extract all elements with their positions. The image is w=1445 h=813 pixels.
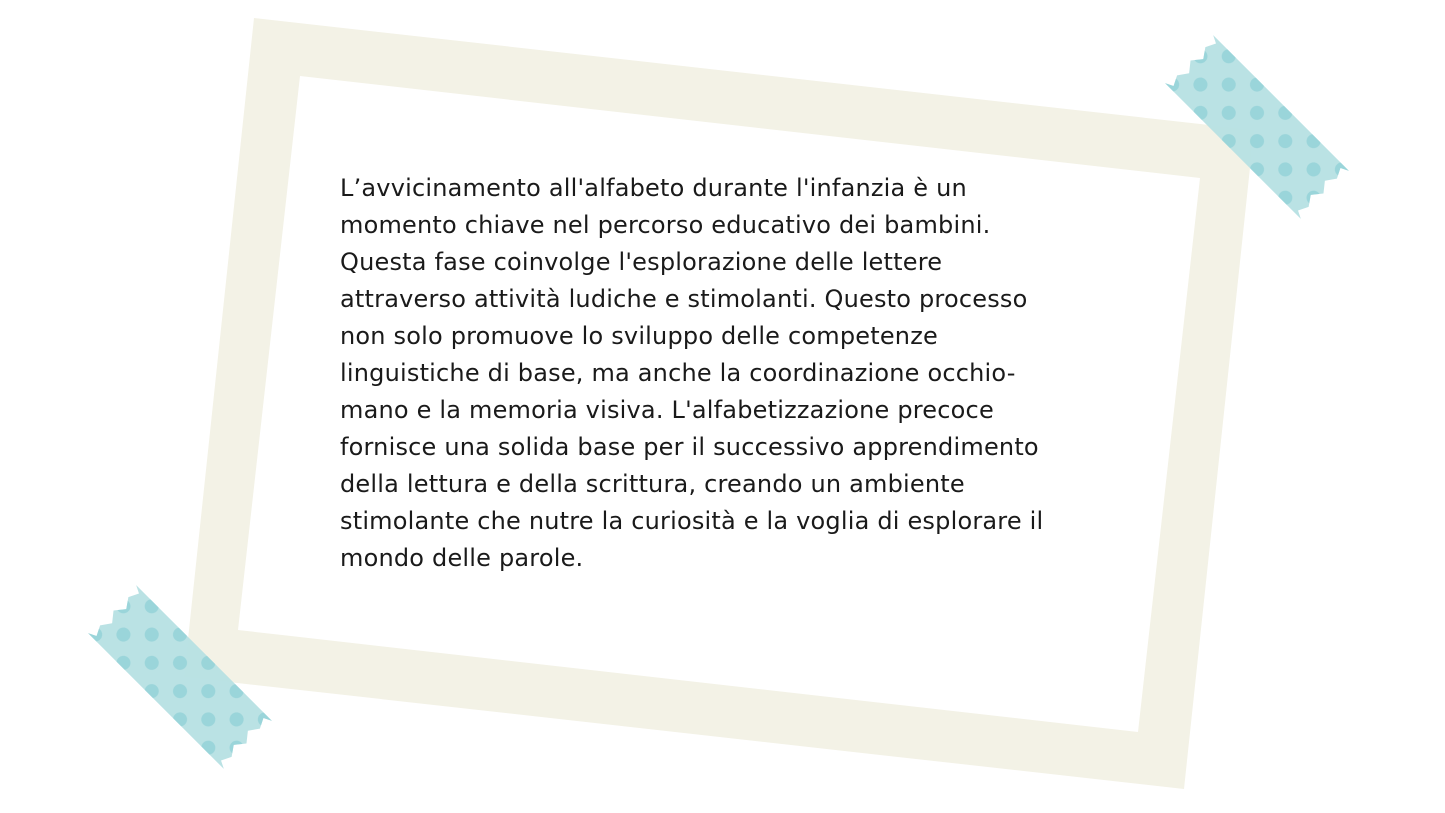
body-paragraph: L’avvicinamento all'alfabeto durante l'infanzia è un momento chiave nel percorso educativo dei bambini. Questa fase coinvolge l'esplorazione delle lettere attraverso attività ludiche e stimolanti. Questo processo non solo promuove lo sviluppo delle competenze linguistiche di base, ma anche la coordinazione occhio- mano e la memoria visiva. L'alfabetizzazione precoce fornisce una solida base per il successivo apprendimento della lettura e della scrittura, creando un ambiente stimolante che nutre la curiosità e la voglia di esplorare il mondo delle parole.	[340, 174, 1044, 572]
